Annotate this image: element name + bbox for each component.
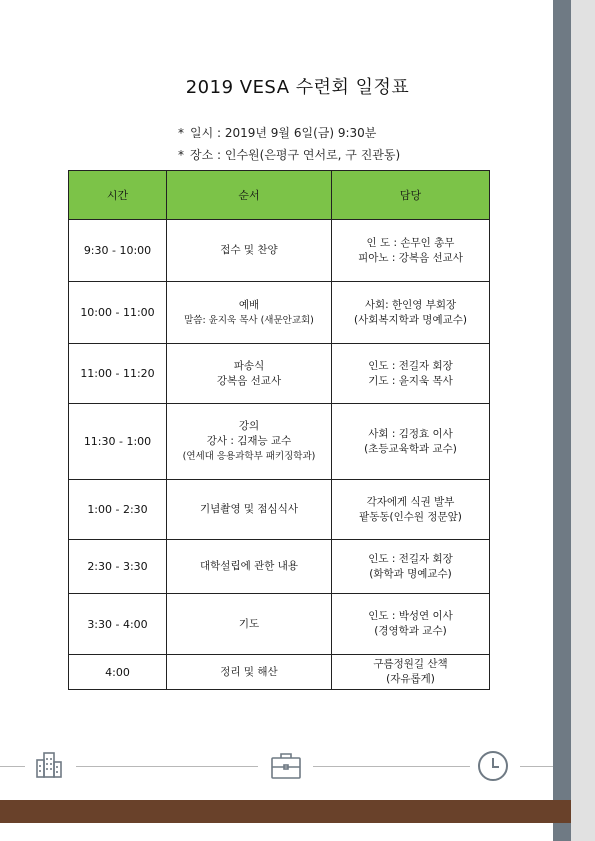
table-header-row — [69, 171, 490, 220]
header-time: 시간 — [69, 171, 167, 220]
table-row — [69, 220, 490, 282]
table-row — [69, 594, 490, 655]
page-title: 2019 VESA 수련회 일정표 — [185, 77, 410, 98]
cell-order — [167, 540, 332, 594]
cell-order — [167, 220, 332, 282]
cell-line: 기념촬영 및 점심식사 — [200, 503, 298, 515]
footer-divider — [313, 766, 470, 767]
table-row — [69, 344, 490, 404]
cell-line: (화학과 명예교수) — [369, 567, 452, 580]
cell-line: 정리 및 해산 — [220, 665, 278, 678]
clock-icon — [477, 750, 509, 786]
cell-line: 인도 : 전길자 회장 — [368, 552, 453, 565]
briefcase-icon — [270, 749, 302, 785]
cell-time: 9:30 - 10:00 — [69, 220, 167, 282]
cell-owner — [332, 594, 490, 655]
footer-divider — [76, 766, 258, 767]
cell-line: (초등교육학과 교수) — [364, 442, 457, 455]
info-place-text: 장소 : 인수원(은평구 연서로, 구 진관동) — [190, 148, 401, 162]
cell-order — [167, 594, 332, 655]
cell-line: 강복음 선교사 — [216, 374, 282, 387]
schedule-table — [68, 170, 490, 690]
cell-line: 강사 : 김재능 교수 — [206, 435, 292, 447]
cell-owner — [332, 282, 490, 344]
cell-line: 사회 : 김정효 이사 — [368, 427, 453, 440]
table-row — [69, 540, 490, 594]
cell-line: 접수 및 찬양 — [220, 244, 278, 256]
cell-line: 강의 — [238, 420, 260, 432]
table-row — [69, 282, 490, 344]
building-icon — [34, 750, 64, 784]
cell-time: 11:00 - 11:20 — [69, 344, 167, 404]
cell-order — [167, 404, 332, 480]
cell-line: 파송식 — [233, 359, 265, 372]
info-date-text: 일시 : 2019년 9월 6일(금) 9:30분 — [190, 126, 377, 140]
table-row — [69, 404, 490, 480]
cell-owner — [332, 344, 490, 404]
cell-line: 예배 — [238, 298, 260, 311]
cell-line: 인도 : 박성연 이사 — [368, 610, 453, 622]
cell-line: 피아노 : 강복음 선교사 — [358, 251, 463, 264]
cell-line: 인 도 : 손무인 총무 — [366, 236, 455, 249]
table-row — [69, 655, 490, 690]
cell-line: 기도 — [238, 617, 260, 630]
header-order: 순서 — [167, 171, 332, 220]
cell-time: 10:00 - 11:00 — [69, 282, 167, 344]
cell-line: 각자에게 식권 발부 — [366, 495, 455, 508]
footer-divider — [0, 766, 25, 767]
info-place — [178, 146, 400, 163]
cell-line: (연세대 응용과학부 패키징학과) — [182, 451, 316, 462]
cell-owner — [332, 540, 490, 594]
cell-line: 말씀: 윤지욱 목사 (새문안교회) — [184, 314, 314, 326]
bullet-star: * — [178, 148, 184, 162]
cell-line: (사회복지학과 명예교수) — [354, 313, 467, 326]
cell-order — [167, 480, 332, 540]
bullet-star: * — [178, 126, 184, 140]
cell-order — [167, 655, 332, 690]
cell-owner — [332, 404, 490, 480]
bottom-bar — [0, 800, 571, 823]
cell-line: (자유롭게) — [386, 673, 435, 685]
cell-time: 3:30 - 4:00 — [69, 594, 167, 655]
cell-line: 대학설립에 관한 내용 — [200, 560, 298, 572]
cell-time: 11:30 - 1:00 — [69, 404, 167, 480]
cell-line: 기도 : 윤지욱 목사 — [368, 374, 453, 387]
cell-order — [167, 282, 332, 344]
cell-owner — [332, 480, 490, 540]
info-date — [178, 124, 376, 141]
footer-divider — [520, 766, 553, 767]
cell-time: 2:30 - 3:30 — [69, 540, 167, 594]
cell-line: 구름정원길 산책 — [373, 658, 448, 670]
cell-line: 사회: 한인영 부회장 — [364, 298, 457, 311]
side-strip-light — [571, 0, 595, 841]
cell-line: 인도 : 전길자 회장 — [368, 359, 453, 372]
cell-line: 팥동동(인수원 정문앞) — [359, 510, 462, 523]
table-row — [69, 480, 490, 540]
cell-time: 4:00 — [69, 655, 167, 690]
header-owner: 담당 — [332, 171, 490, 220]
cell-owner — [332, 220, 490, 282]
cell-order — [167, 344, 332, 404]
cell-line: (경영학과 교수) — [374, 625, 447, 637]
cell-owner — [332, 655, 490, 690]
side-strip-dark — [553, 0, 571, 841]
cell-time: 1:00 - 2:30 — [69, 480, 167, 540]
